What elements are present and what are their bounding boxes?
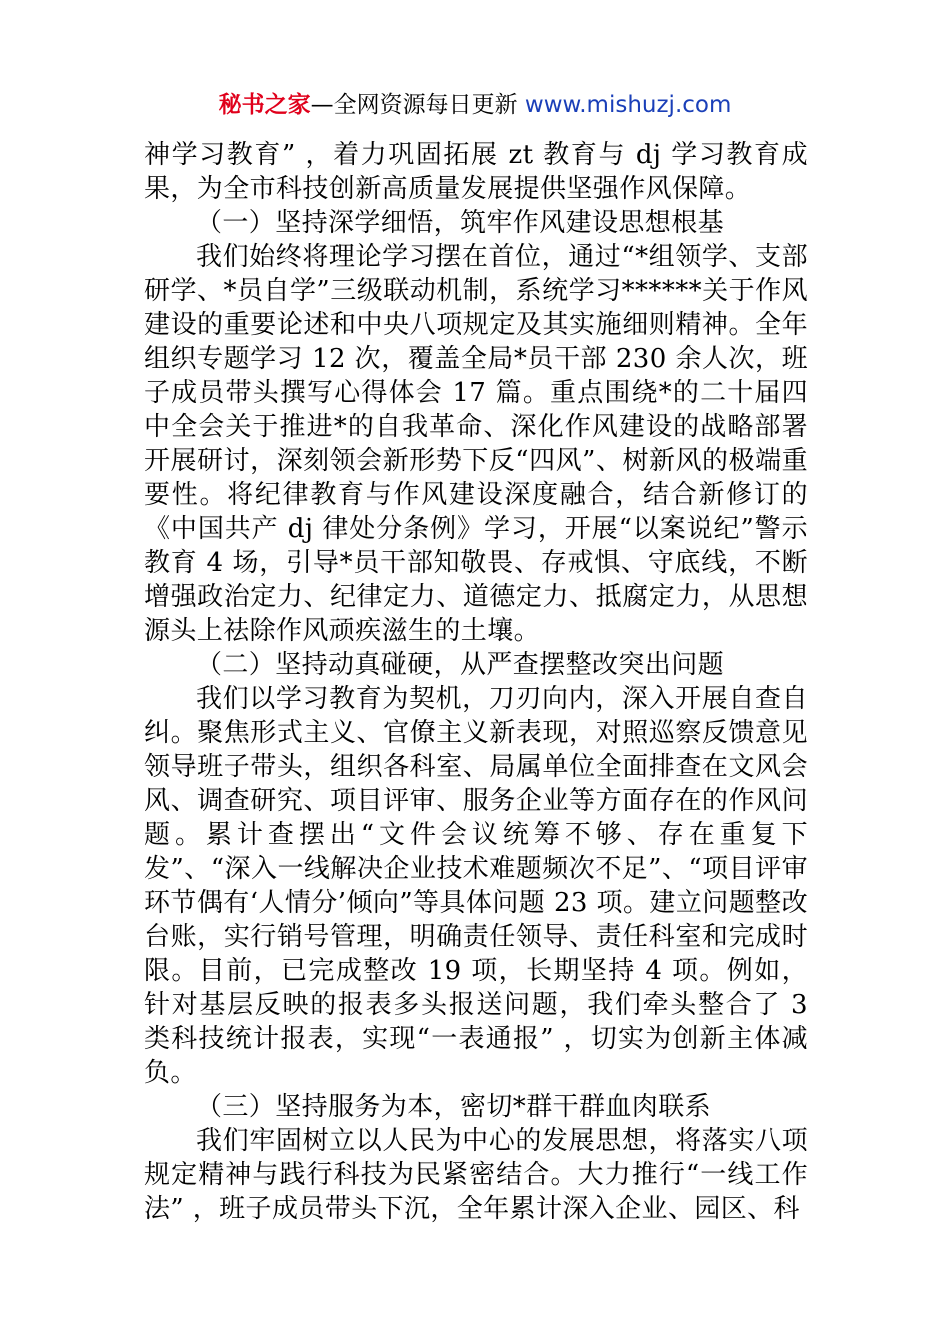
section-heading-2: （二）坚持动真碰硬，从严查摆整改突出问题 <box>196 650 725 680</box>
section-heading-1: （一）坚持深学细悟，筑牢作风建设思想根基 <box>196 208 725 238</box>
site-header <box>0 90 950 120</box>
paragraph: 我们始终将理论学习摆在首位，通过“*组领学、支部研学、*员自学”三级联动机制，系统学习******关于作风建设的重要论述和中央八项规定及其实施细则精神。全年组织专题学习 12 次，覆盖全局*员干部 230 余人次，班子成员带头撰写心得体会 17 篇。重点围绕*的二十届四中全会关于推进*的自我革命、深化作风建设的战略部署开展研讨，深刻领会新形势下反“四风”、树新风的极端重要性。将纪律教育与作风建设深度融合，结合新修订的《中国共产 dj 律处分条例》学习，开展“以案说纪”警示教育 4 场，引导*员干部知敬畏、存戒惧、守底线，不断增强政治定力、纪律定力、道德定力、抵腐定力，从思想源头上祛除作风顽疾滋生的土壤。 <box>144 242 808 646</box>
section-heading-3: （三）坚持服务为本，密切*群干群血肉联系 <box>196 1092 712 1122</box>
paragraph: 我们牢固树立以人民为中心的发展思想，将落实八项规定精神与践行科技为民紧密结合。大力推行“一线工作法” ，班子成员带头下沉，全年累计深入企业、园区、科 <box>144 1126 808 1224</box>
brand-name: 秘书之家 <box>218 92 311 118</box>
document-body <box>144 138 808 1226</box>
paragraph-continued: 神学习教育” ，着力巩固拓展 zt 教育与 dj 学习教育成果，为全市科技创新高质量发展提供坚强作风保障。 <box>144 140 808 204</box>
paragraph: 我们以学习教育为契机，刀刃向内，深入开展自查自纠。聚焦形式主义、官僚主义新表现，对照巡察反馈意见领导班子带头，组织各科室、局属单位全面排查在文风会风、调查研究、项目评审、服务企业等方面存在的作风问题。累计查摆出“文件会议统筹不够、存在重复下发”、“深入一线解决企业技术难题频次不足”、“项目评审环节偶有‘人情分’倾向”等具体问题 23 项。建立问题整改台账，实行销号管理，明确责任领导、责任科室和完成时限。目前，已完成整改 19 项，长期坚持 4 项。例如，针对基层反映的报表多头报送问题，我们牵头整合了 3 类科技统计报表，实现“一表通报” ，切实为创新主体减负。 <box>144 684 808 1088</box>
header-slogan: —全网资源每日更新 <box>310 92 518 118</box>
site-url[interactable]: www.mishuzj.com <box>524 92 732 118</box>
